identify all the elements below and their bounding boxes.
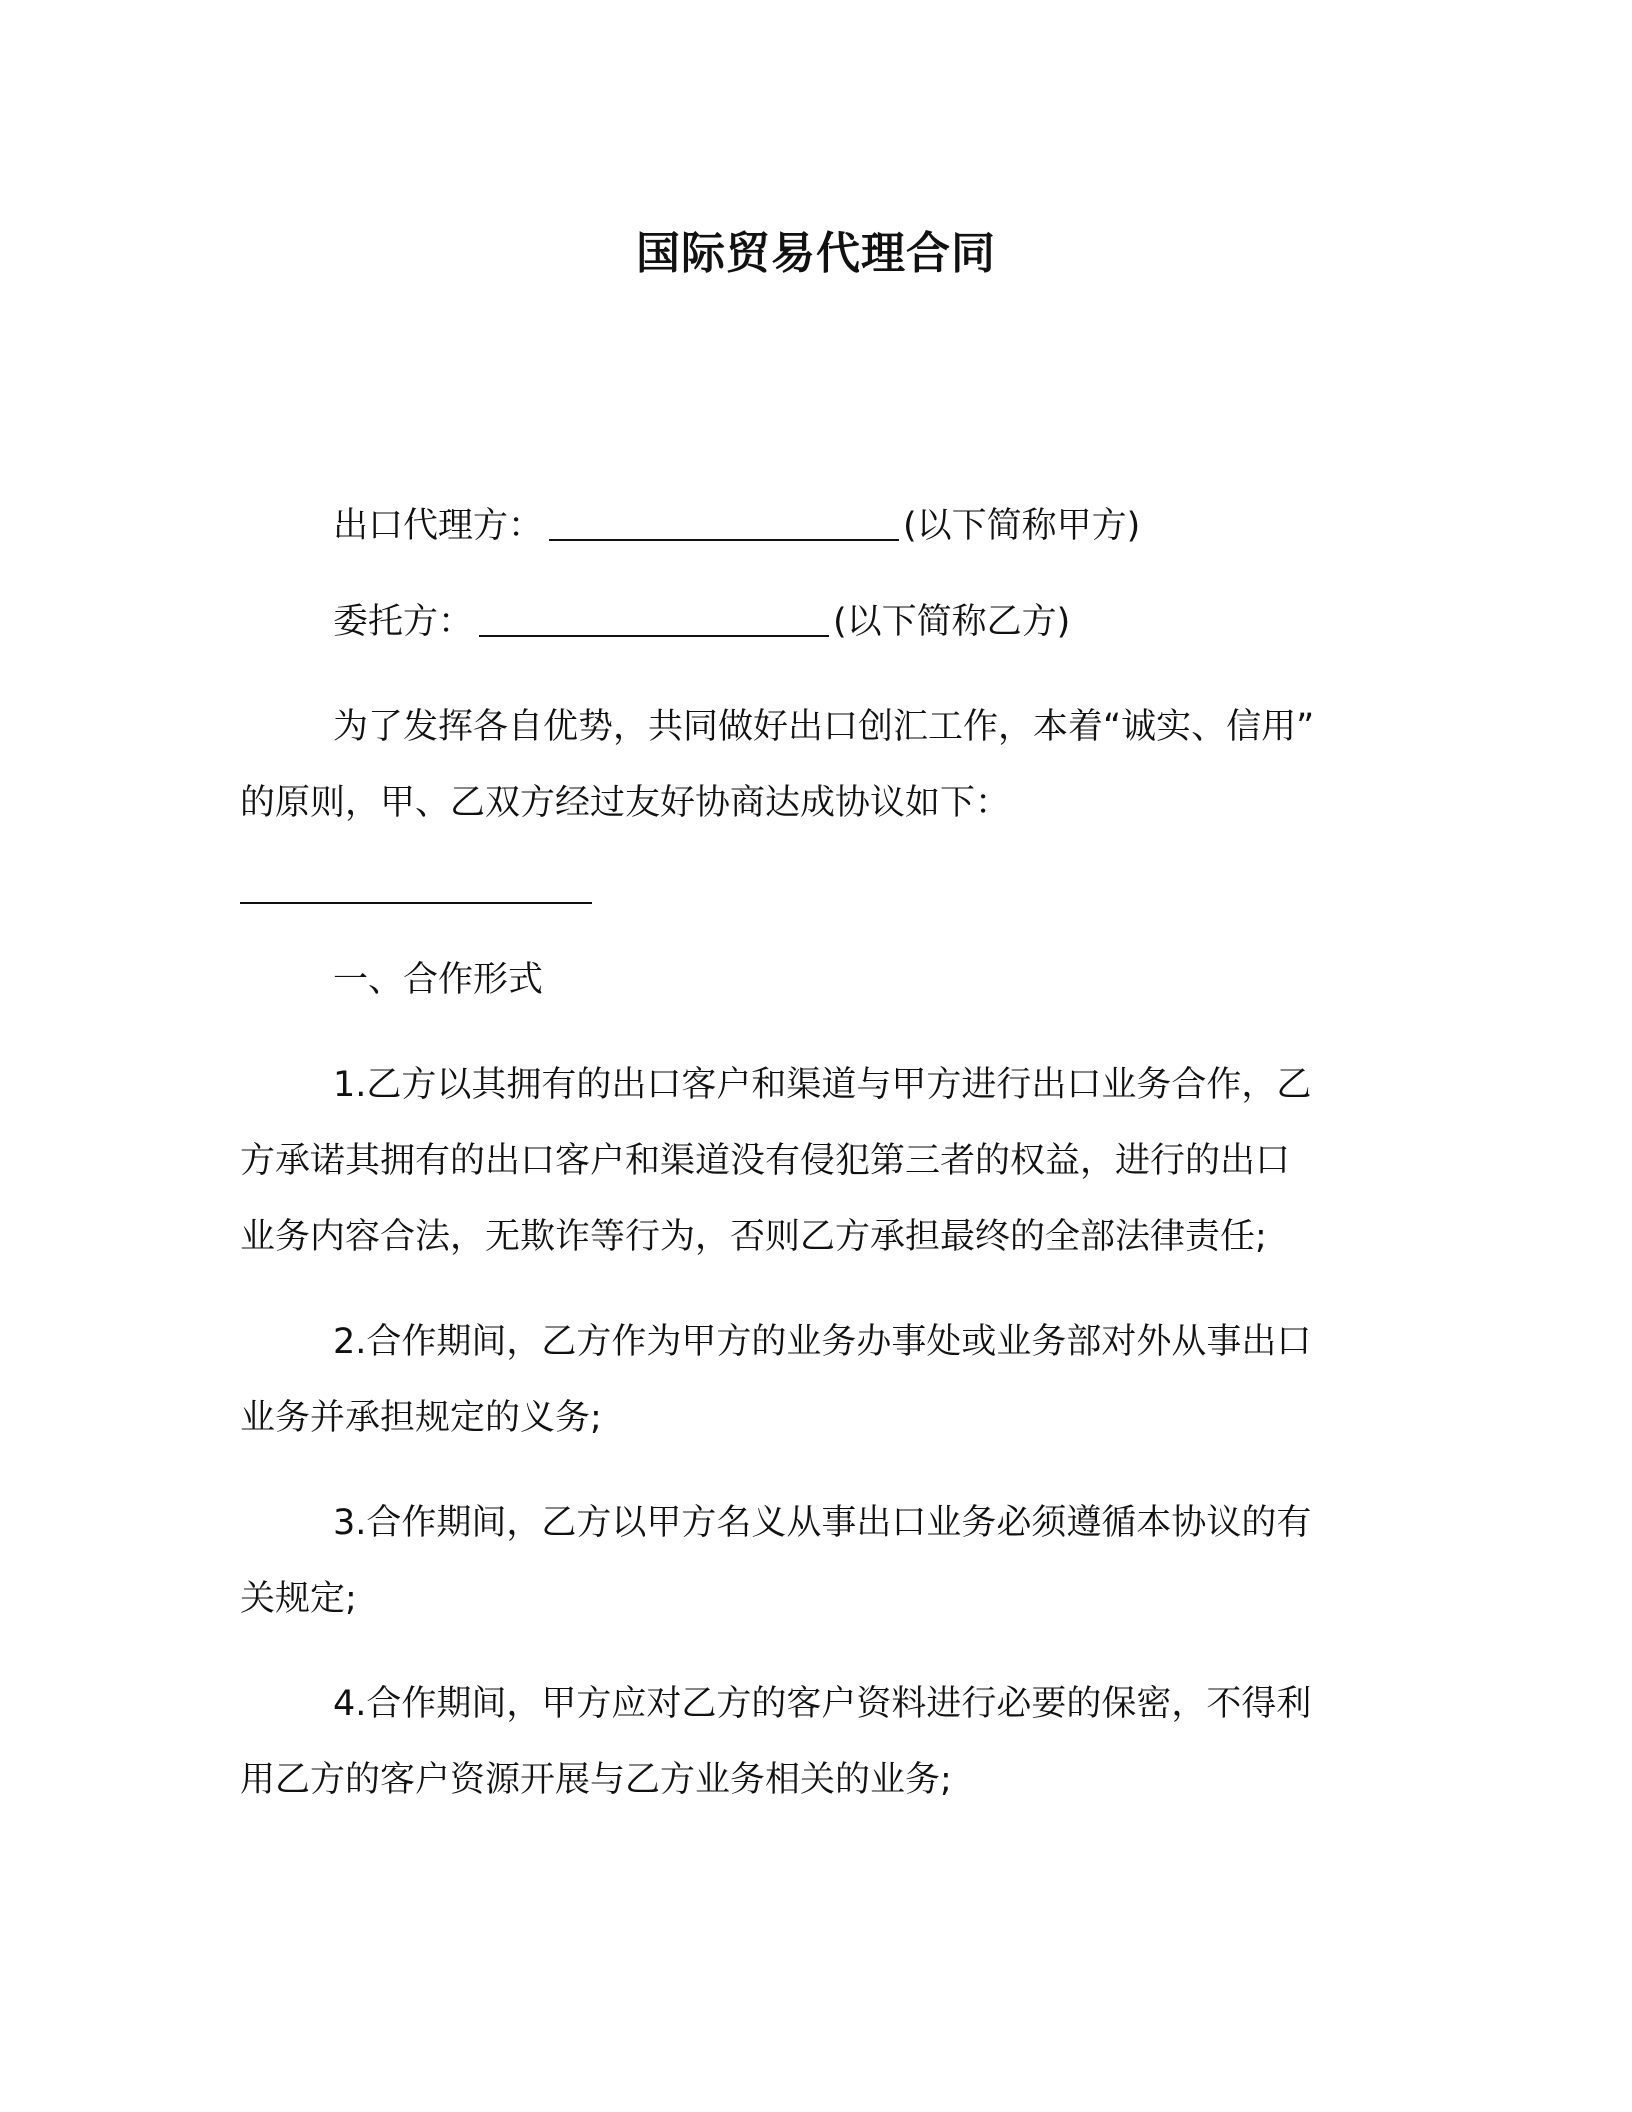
party-b-blank (479, 603, 829, 637)
section1-heading: 一、合作形式 (333, 960, 544, 1000)
clause4-line-2: 用乙方的客户资源开展与乙方业务相关的业务; (240, 1760, 952, 1800)
party-a-label: 出口代理方： (333, 506, 544, 546)
clause1-line-1: 1.乙方以其拥有的出口客户和渠道与甲方进行出口业务合作，乙 (333, 1065, 1312, 1105)
clause2-line-2: 业务并承担规定的义务; (240, 1398, 602, 1438)
standalone-blank-line (240, 902, 592, 904)
clause1-line-3: 业务内容合法，无欺诈等行为，否则乙方承担最终的全部法律责任; (240, 1217, 1267, 1257)
intro-line-1: 为了发挥各自优势，共同做好出口创汇工作，本着“诚实、信用” (333, 707, 1315, 747)
clause1-line-2: 方承诺其拥有的出口客户和渠道没有侵犯第三者的权益，进行的出口 (240, 1141, 1291, 1181)
clause4-line-1: 4.合作期间，甲方应对乙方的客户资料进行必要的保密，不得利 (333, 1684, 1312, 1724)
intro-line-2: 的原则，甲、乙双方经过友好协商达成协议如下： (240, 783, 1011, 823)
party-a-blank (549, 507, 899, 541)
page-title: 国际贸易代理合同 (636, 228, 996, 279)
party-b-label: 委托方： (333, 602, 474, 642)
party-b-suffix: (以下简称乙方) (833, 602, 1071, 642)
party-a-line (333, 502, 1140, 550)
party-b-line (333, 598, 1070, 646)
clause2-line-1: 2.合作期间，乙方作为甲方的业务办事处或业务部对外从事出口 (333, 1322, 1312, 1362)
clause3-line-1: 3.合作期间，乙方以甲方名义从事出口业务必须遵循本协议的有 (333, 1503, 1312, 1543)
clause3-line-2: 关规定; (240, 1579, 357, 1619)
party-a-suffix: (以下简称甲方) (903, 506, 1141, 546)
